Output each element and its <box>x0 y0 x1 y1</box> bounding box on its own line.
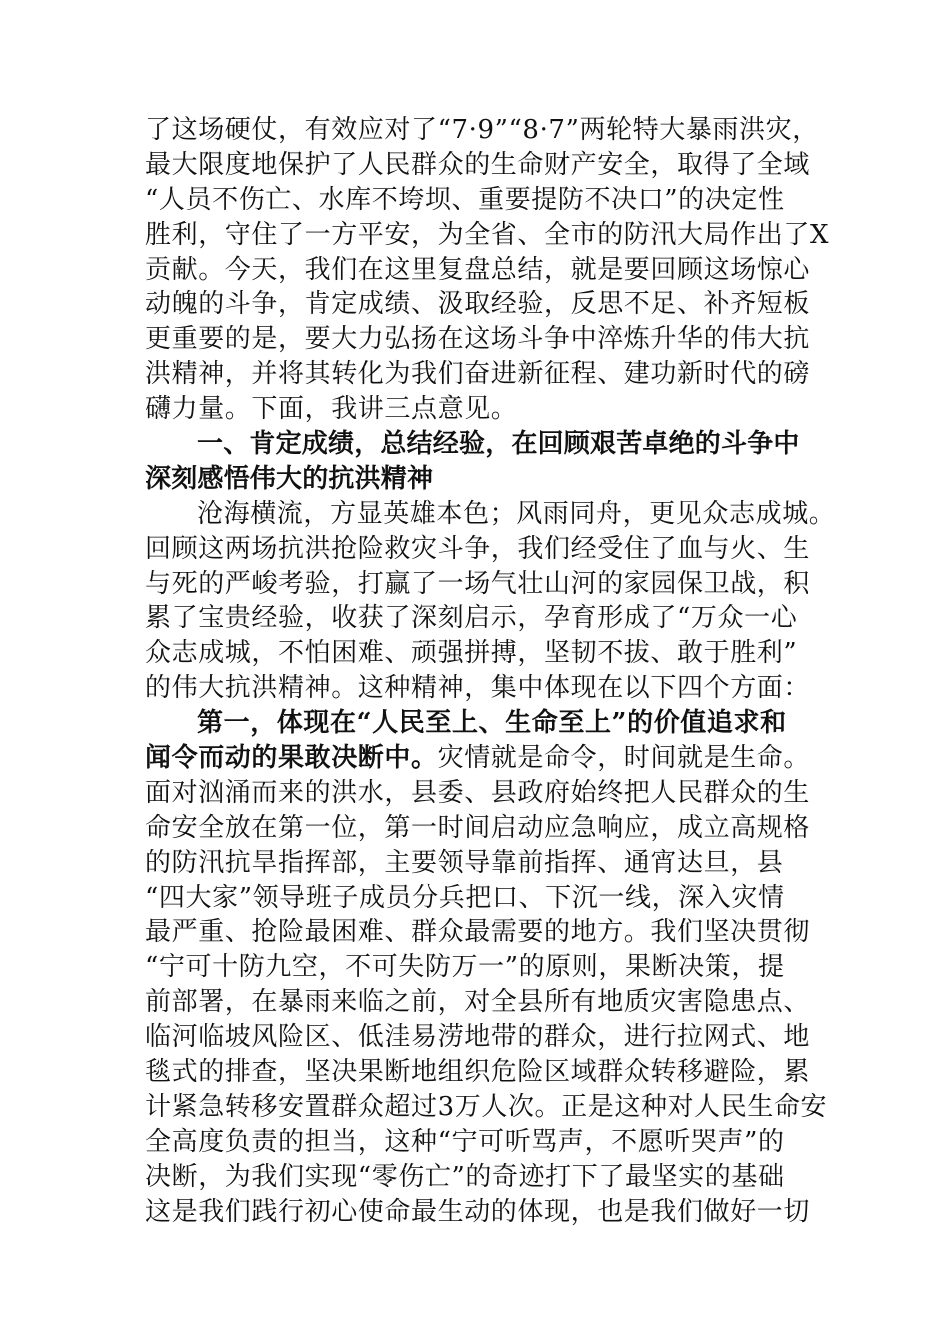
point-one-line: 最严重、抢险最困难、群众最需要的地方。我们坚决贯彻 <box>145 917 811 948</box>
point-one-line: 临河临坡风险区、低洼易涝地带的群众，进行拉网式、地 <box>145 1022 811 1053</box>
section-heading: 深刻感悟伟大的抗洪精神 <box>145 463 434 494</box>
point-one-line: 毯式的排查，坚决果断地组织危险区域群众转移避险，累 <box>145 1057 811 1088</box>
paragraph-line: 与死的严峻考验，打赢了一场气壮山河的家园保卫战，积 <box>145 568 811 599</box>
intro-line: 礴力量。下面，我讲三点意见。 <box>145 394 518 425</box>
point-one-line: 全高度负责的担当，这种“宁可听骂声，不愿听哭声”的 <box>145 1126 785 1157</box>
intro-line: “人员不伤亡、水库不垮坝、重要提防不决口”的决定性 <box>145 184 785 215</box>
paragraph-line: 的伟大抗洪精神。这种精神，集中体现在以下四个方面： <box>145 673 811 704</box>
point-one-line: 面对汹涌而来的洪水，县委、县政府始终把人民群众的生 <box>145 777 811 808</box>
point-one-line: 计紧急转移安置群众超过3万人次。正是这种对人民生命安 <box>145 1091 828 1122</box>
paragraph-line: 累了宝贵经验，收获了深刻启示，孕育形成了“万众一心 <box>145 603 798 634</box>
point-one-line: 命安全放在第一位，第一时间启动应急响应，成立高规格 <box>145 812 811 843</box>
intro-line: 贡献。今天，我们在这里复盘总结，就是要回顾这场惊心 <box>145 254 811 285</box>
point-one-line <box>145 741 810 776</box>
point-one-lead: 闻令而动的果敢决断中。 <box>145 743 438 774</box>
document-body <box>145 113 836 1230</box>
intro-line: 最大限度地保护了人民群众的生命财产安全，取得了全域 <box>145 149 811 180</box>
intro-line: 胜利，守住了一方平安，为全省、全市的防汛大局作出了X <box>145 219 830 250</box>
point-one-lead: 第一，体现在“人民至上、生命至上”的价值追求和 <box>197 708 787 739</box>
paragraph-line: 众志成城，不怕困难、顽强拼搏，坚韧不拔、敢于胜利” <box>145 638 798 669</box>
intro-line: 动魄的斗争，肯定成绩、汲取经验，反思不足、补齐短板 <box>145 289 811 320</box>
paragraph-line: 沧海横流，方显英雄本色；风雨同舟，更见众志成城。 <box>197 498 836 529</box>
point-one-line: 决断，为我们实现“零伤亡”的奇迹打下了最坚实的基础 <box>145 1161 785 1192</box>
section-heading: 一、肯定成绩，总结经验，在回顾艰苦卓绝的斗争中 <box>197 429 800 460</box>
point-one-text: 灾情就是命令，时间就是生命。 <box>437 743 811 774</box>
intro-line: 洪精神，并将其转化为我们奋进新征程、建功新时代的磅 <box>145 359 811 390</box>
point-one-line: 前部署，在暴雨来临之前，对全县所有地质灾害隐患点、 <box>145 987 811 1018</box>
point-one-line: “宁可十防九空，不可失防万一”的原则，果断决策，提 <box>145 952 785 983</box>
point-one-line: “四大家”领导班子成员分兵把口、下沉一线，深入灾情 <box>145 882 785 913</box>
point-one-line: 这是我们践行初心使命最生动的体现，也是我们做好一切 <box>145 1196 811 1227</box>
point-one-line: 的防汛抗旱指挥部，主要领导靠前指挥、通宵达旦，县 <box>145 847 784 878</box>
paragraph-line: 回顾这两场抗洪抢险救灾斗争，我们经受住了血与火、生 <box>145 533 811 564</box>
intro-line: 了这场硬仗，有效应对了“7·9”“8·7”两轮特大暴雨洪灾， <box>145 115 819 145</box>
intro-line: 更重要的是，要大力弘扬在这场斗争中淬炼升华的伟大抗 <box>145 324 811 355</box>
